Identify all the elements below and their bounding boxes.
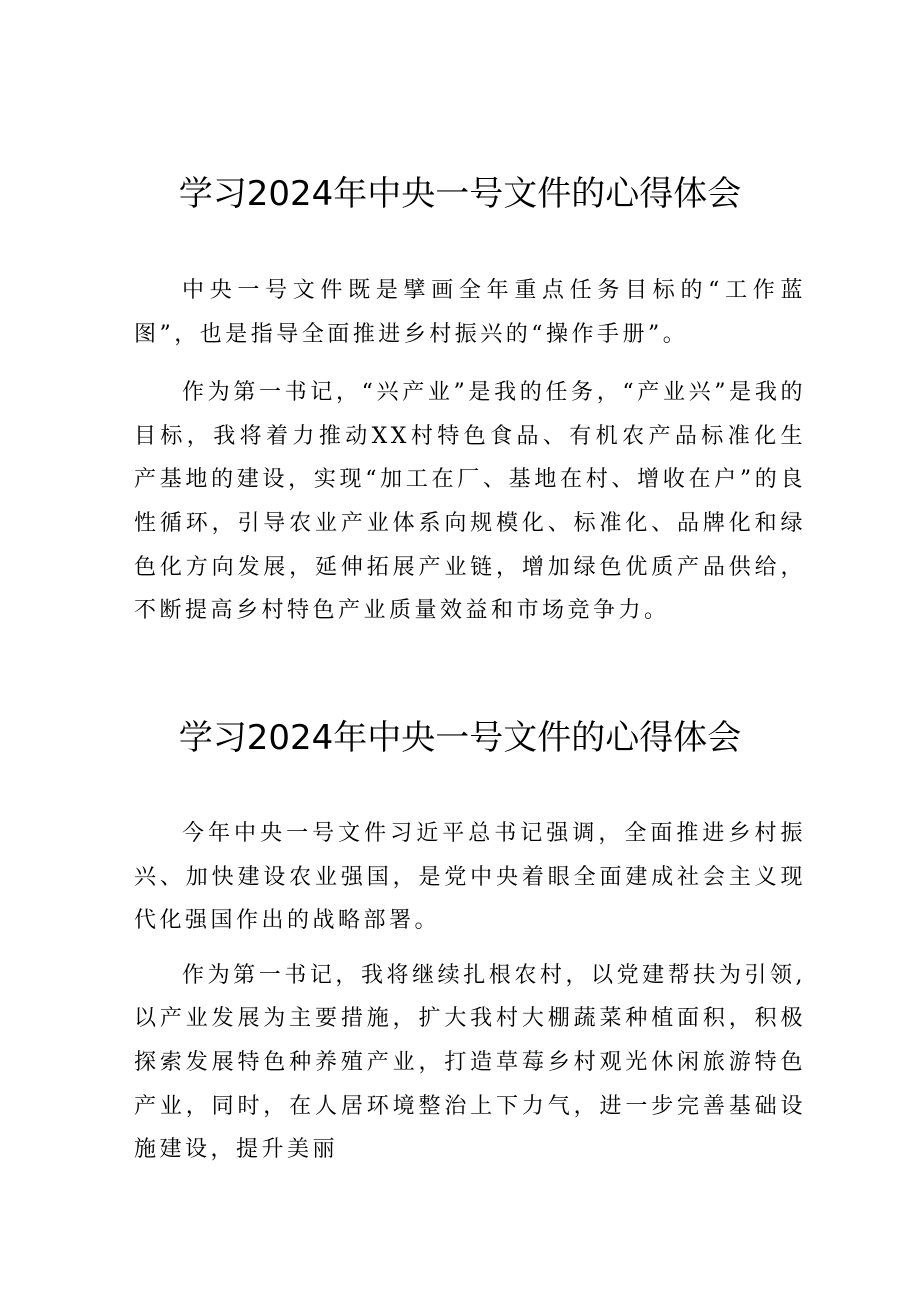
section-2-paragraph-1: 今年中央一号文件习近平总书记强调，全面推进乡村振兴、加快建设农业强国，是党中央着眼全面建成社会主义现代化强国作出的战略部署。 (134, 821, 806, 934)
section-1-body (134, 269, 806, 644)
section-1-title: 学习2024年中央一号文件的心得体会 (178, 174, 742, 214)
section-2-body (134, 812, 806, 1183)
section-2-title: 学习2024年中央一号文件的心得体会 (178, 718, 742, 758)
section-1-paragraph-2: 作为第一书记，“兴产业”是我的任务，“产业兴”是我的目标，我将着力推动XX村特色食品、有机农产品标准化生产基地的建设，实现“加工在厂、基地在村、增收在户”的良性循环，引导农业产业体系向规模化、标准化、品牌化和绿色化方向发展，延伸拓展产业链，增加绿色优质产品供给，不断提高乡村特色产业质量效益和市场竞争力。 (134, 380, 806, 624)
section-2-paragraph-2: 作为第一书记，我将继续扎根农村，以党建帮扶为引领,以产业发展为主要措施，扩大我村大棚蔬菜种植面积，积极探索发展特色种养殖产业，打造草莓乡村观光休闲旅游特色产业，同时，在人居环境整治上下力气，进一步完善基础设施建设，提升美丽 (134, 962, 806, 1163)
section-1-paragraph-1: 中央一号文件既是擘画全年重点任务目标的“工作蓝图”，也是指导全面推进乡村振兴的“操作手册”。 (134, 278, 806, 347)
